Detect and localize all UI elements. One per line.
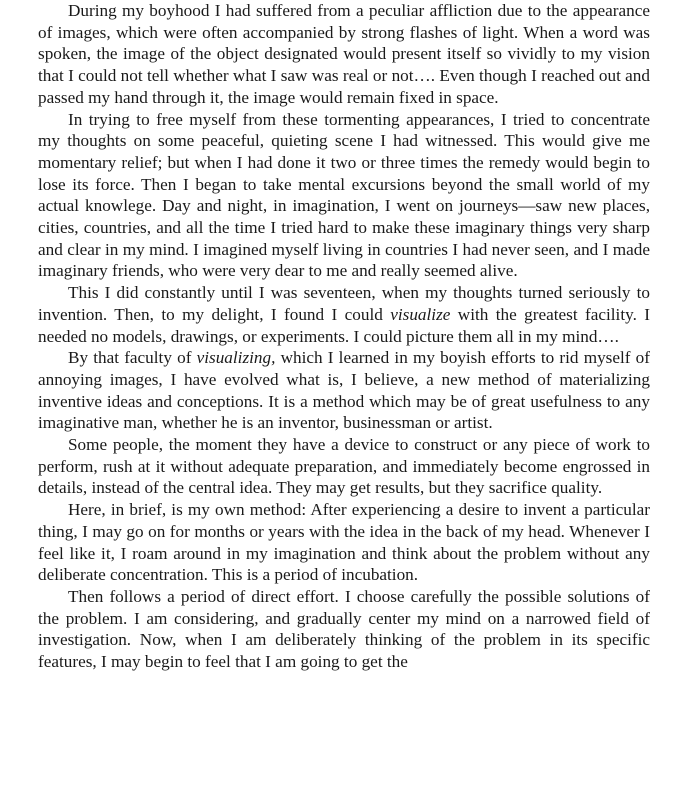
paragraph-text: During my boyhood I had suffered from a peculiar affliction due to the appearance of images, which were often accompanied by strong flashes of light. When a word was spoken, the image of the object designated would present itself so vividly to my vision that I could not tell whether what I saw was real or not…. Even though I reached out and passed my hand through it, the image would remain fixed in space. (38, 1, 650, 107)
paragraph-6 (38, 499, 650, 586)
paragraph-4 (38, 347, 650, 434)
paragraph-text: which I learned in my boyish efforts to rid myself of annoying images, I have evolved what is, I believe, a new method of materializing inventive ideas and conceptions. It is a method which may be of great usefulness to any imaginative man, whether he is an inventor, businessman or artist. (38, 348, 650, 433)
document-page (38, 0, 650, 673)
paragraph-text: with the greatest facility. I needed no models, drawings, or experiments. I could picture them all in my mind…. (38, 304, 650, 346)
paragraph-7 (38, 586, 650, 673)
italic-term: visualize (390, 304, 451, 324)
paragraph-2 (38, 109, 650, 283)
paragraph-3 (38, 282, 650, 347)
paragraph-5 (38, 434, 650, 499)
paragraph-1 (38, 0, 650, 109)
paragraph-text: Then follows a period of direct effort. I choose carefully the possible solutions of the problem. I am considering, and gradually center my mind on a narrowed field of investigation. Now, when I am deliberately thinking of the problem in its specific features, I may begin to feel that I am going to get the (38, 586, 650, 672)
italic-term: visualizing, (196, 348, 276, 368)
paragraph-text: In trying to free myself from these tormenting appearances, I tried to concentrate my thoughts on some peaceful, quieting scene I had witnessed. This would give me momentary relief; but when I had done it two or three times the remedy would begin to lose its force. Then I began to take mental excursions beyond the small world of my actual knowlege. Day and night, in imagination, I went on journeys—saw new places, cities, countries, and all the time I tried hard to make these imaginary things very sharp and clear in my mind. I imagined myself living in countries I had never seen, and I made imaginary friends, who were very dear to me and really seemed alive. (38, 109, 650, 281)
paragraph-text: By that faculty of (68, 348, 197, 368)
paragraph-text: This I did constantly until I was seventeen, when my thoughts turned seriously to invention. Then, to my delight, I found I could (38, 283, 650, 324)
paragraph-text: Here, in brief, is my own method: After experiencing a desire to invent a particular thing, I may go on for months or years with the idea in the back of my head. Whenever I feel like it, I roam around in my imagination and think about the problem without any deliberate concentration. This is a period of incubation. (38, 500, 650, 585)
paragraph-text: Some people, the moment they have a device to construct or any piece of work to perform, rush at it without adequate preparation, and immediately become engrossed in details, instead of the central idea. They may get results, but they sacrifice quality. (38, 435, 650, 498)
